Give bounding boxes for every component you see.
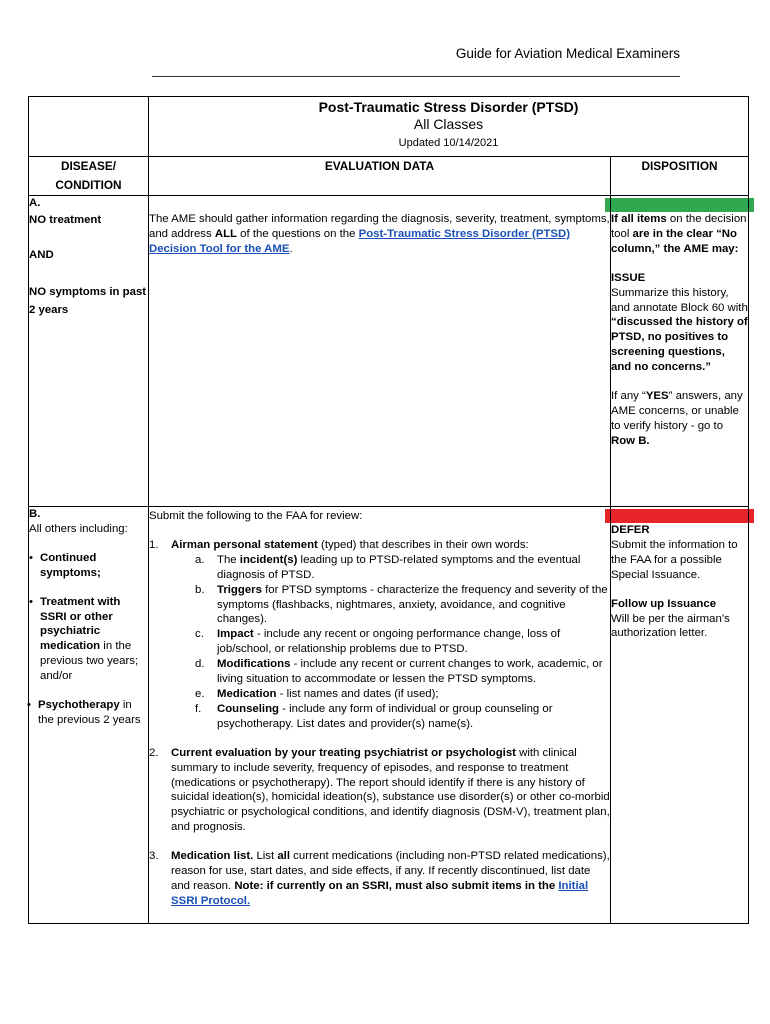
updated-date: Updated 10/14/2021 — [398, 137, 499, 149]
row-a-and: AND — [29, 248, 54, 261]
bullet-continued-symptoms: • Continued symptoms; — [29, 551, 101, 579]
list-item-current-evaluation: 2. Current evaluation by your treating psychiatrist or psychologist with clinical summary to include severity, frequency of episodes, and response to treatment (medications or psychotherapy). The report should identify if there is any history of suicidal ideation(s), homicidal ideation(s), substance use disorder(s) or other co-morbid psychiatric or psychological conditions, and identify diagnosis (DSM-V), treatment plan, and prognosis. — [149, 746, 610, 834]
submission-list — [149, 538, 610, 909]
guide-title: Guide for Aviation Medical Examiners — [455, 46, 680, 61]
follow-up-label: Follow up Issuance — [611, 597, 717, 610]
row-a-disposition — [611, 196, 749, 507]
row-a-yes-text: If any “YES” answers, any AME concerns, or unable to verify history - go to Row B. — [611, 390, 743, 447]
row-a-cond2: NO symptoms in past 2 years — [29, 285, 147, 316]
col-header-disposition: DISPOSITION — [611, 157, 749, 196]
bullet-treatment-ssri: • Treatment with SSRI or other psychiatric medication in the previous two years; and/or — [29, 595, 139, 683]
red-status-bar — [605, 509, 754, 523]
column-header-row — [29, 157, 749, 196]
title-cell — [149, 97, 749, 157]
row-b-eval-intro: Submit the following to the FAA for review: — [149, 510, 363, 522]
row-a-disp-intro: If all items on the decision tool are in the clear “No column,” the AME may: — [611, 213, 747, 255]
row-b-disposition — [611, 507, 749, 924]
ptsd-table — [28, 96, 749, 924]
col-header-disease: DISEASE/ CONDITION — [29, 157, 149, 196]
row-b — [29, 507, 749, 924]
row-a-letter: A. — [29, 197, 41, 209]
row-b-condition — [29, 507, 149, 924]
issue-label: ISSUE — [611, 271, 646, 284]
defer-text: Submit the information to the FAA for a possible Special Issuance. — [611, 538, 738, 581]
title-row — [29, 97, 749, 157]
page-title: Post-Traumatic Stress Disorder (PTSD) — [318, 99, 579, 115]
list-item-personal-statement: 1. Airman personal statement (typed) that describes in their own words: — [149, 538, 529, 551]
ptsd-decision-tool-link[interactable]: Post-Traumatic Stress Disorder (PTSD) Decision Tool for the AME — [149, 227, 571, 255]
defer-label: DEFER — [611, 524, 650, 536]
bullet-psychotherapy: • Psychotherapy in the previous 2 years — [27, 699, 141, 726]
row-a — [29, 196, 749, 507]
initial-ssri-protocol-link[interactable]: Initial SSRI Protocol. — [171, 879, 589, 907]
row-b-evaluation — [149, 507, 611, 924]
green-status-bar — [605, 198, 754, 212]
statement-subitem: d. Modifications - include any recent or current changes to work, academic, or living situation to accommodate or lessen the PTSD symptoms. — [195, 658, 603, 686]
statement-subitem: b. Triggers for PTSD symptoms - characterize the frequency and severity of the symptoms (flashbacks, nightmares, anxiety, avoidance, and cognitive changes). — [195, 583, 608, 626]
row-b-intro: All others including: — [29, 522, 128, 535]
row-a-evaluation: The AME should gather information regarding the diagnosis, severity, treatment, symptoms, and address ALL of the questions on the Post-Traumatic Stress Disorder (PTSD) Decision Tool for the AME. — [149, 196, 611, 507]
page-subtitle: All Classes — [413, 116, 484, 132]
title-blank-cell — [29, 97, 149, 157]
col-header-evaluation: EVALUATION DATA — [149, 157, 611, 196]
statement-subitem: e. Medication - list names and dates (if used); — [195, 687, 439, 700]
statement-sublist — [149, 553, 610, 732]
row-a-condition — [29, 196, 149, 507]
issue-text: Summarize this history, and annotate Block 60 with “discussed the history of PTSD, no positives to screening questions, and no concerns.” — [611, 286, 748, 374]
header-rule — [152, 76, 680, 77]
row-a-cond1: NO treatment — [29, 213, 102, 226]
follow-up-text: Will be per the airman’s authorization letter. — [611, 612, 730, 640]
statement-subitem: f. Counseling - include any form of individual or group counseling or psychotherapy. List dates and provider(s) name(s). — [195, 702, 553, 730]
list-item-medication-list: 3. Medication list. List all current medications (including non-PTSD related medications), reason for use, start dates, and side effects, if any. If recently discontinued, list date and reason. Note: if currently on an SSRI, must also submit items in the Initial SSRI Protocol. — [149, 850, 610, 907]
statement-subitem: a. The incident(s) leading up to PTSD-related symptoms and the eventual diagnosis of PTSD. — [195, 553, 581, 581]
statement-subitem: c. Impact - include any recent or ongoing performance change, loss of job/school, or relationship problems due to PTSD. — [195, 628, 561, 656]
row-b-letter: B. — [29, 508, 41, 520]
